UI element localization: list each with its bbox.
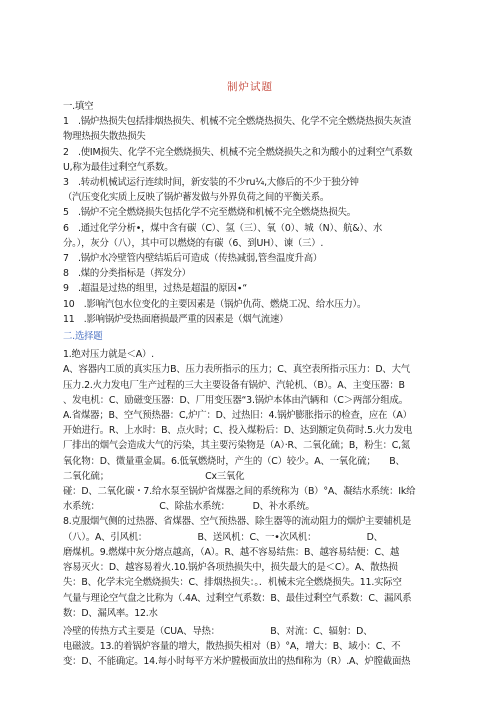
fill-blank-line: 8 .煤的分类指标是（挥发分） (63, 268, 191, 280)
fill-blank-line: 5 .锅炉不完全燃烧损失包括化学不完至燃烧和机械不完全燃烧热损失。 (63, 207, 356, 219)
choice-line: 开始进行。R、上水时：B、点火时；C、投入煤粉后：D、达到额定负荷时.5.火力发电 (63, 425, 413, 437)
choice-line: 数：D、漏风率。12.水 (63, 607, 158, 619)
choice-line: A.省煤器；B、空气预热器：C,炉广：D、过热旧：4.锅炉膨胀指示的检查，应在（A） (63, 410, 412, 422)
choice-line: 压力.2.火力发电厂生产过程的三大主要设备有锅炉、汽轮机、（B）。A、主变压器：B (63, 379, 405, 391)
fill-blank-line: 10 .影响汽包水位变化的主要因素是（锅炉仇荷、燃烧工况、给水压力）。 (63, 298, 367, 310)
fill-blank-line: 6 .通过化学分析•，煤中含有碳（C）、氢（三）、氧（0）、城（N）、航&）、水 (63, 222, 383, 234)
choice-line: 冷壁的传热方式主要是（CUA、导热： B、对流：C、辐射：D、 (63, 625, 373, 637)
fill-blank-line: U,称为最佳过剩空气系数。 (63, 161, 174, 173)
fill-blank-line: 物理热损失散热损失 (63, 131, 146, 143)
choice-line: （八）。A、引风机： B、送风机：C、一•次风机： D、 (63, 531, 383, 543)
section-heading-multiple-choice: 二.选择题 (63, 331, 103, 343)
choice-line: 厂排出的烟气会造成大气的污染，其主要污染物是（A）·R、二氧化硫；B，粉生：C,氮 (63, 440, 411, 452)
fill-blank-line: 2 .使IM损失、化学不完全燃烧损失、机械不完全燃烧损失之和为酸小的过剩空气系数 (63, 146, 413, 158)
document-body (63, 99, 458, 670)
choice-line: 、发电机：C、励磁变压器：D、厂用变压器“3.锅炉本体由汽辆和（C＞两部分组成。 (63, 394, 408, 406)
choice-line: A、容器内工质的真实压力B、压力表所指示的压力；C、真空表所指示压力：D、大气 (63, 364, 410, 376)
choice-line: 8.克服烟气侧的过热器、省煤器、空气预热器、除生器等的流动阻力的烟炉主要辅机是 (63, 516, 412, 528)
choice-line: 电磁波。13.的着锅炉容量的增大，散热损失相对（B）°A，增大：B、域小：C、不 (63, 641, 401, 653)
fill-blank-line: 1 .锅炉热损失包括排烟热损失、机械不完全燃烧热损失、化学不完全燃烧热损失灰渣 (63, 116, 412, 128)
choice-line: 氧化物：D、微量重金属。6.低氧燃烧时，产生的（C）较少。A、一氧化硫； B、 (63, 455, 405, 467)
choice-line: 容易灭火：D、越容易着火.10.锅炉各项热损失中，损失最大的是＜C）。A、散热损 (63, 562, 398, 574)
fill-blank-line: （汽压变化实质上反映了锅炉蓄发做与外界负荷之间的平衡关系。 (63, 192, 330, 204)
choice-line: 磨煤机。9.燃煤中灰分熔点越高，（A）。R、越不容易结焦：B、越容易结便：C、越 (63, 546, 400, 558)
fill-blank-line: 3 .转动机械试运行连续时间，新安装的不少ru¼,大修后的不少于独分钟 (63, 177, 359, 189)
choice-line: 气量与理论空气盘之比称为（.4A、过剩空气系数：B、最佳过剩空气系数：C、漏风系 (63, 592, 412, 604)
choice-line: 水系统： C、除盐水系统： D、补水系统。 (63, 501, 315, 513)
fill-blank-line: 9 .超温是过热的组里，过热是超温的原因∙“ (63, 283, 248, 295)
choice-line: 碰：D、二氧化碳・7.给水泵至锅炉省煤器之间的系统称为（B）°A、凝结水系统：Ik给 (63, 486, 416, 498)
fill-blank-line: 11 .影响锅炉受热面磨损最严重的因素是（烟气流速） (63, 313, 289, 325)
choice-line: 二氧化硫； Cx三氧化 (63, 470, 245, 482)
choice-line: 失：B、化学未完全燃烧损失：C、排烟热损失：。．机械未完全燃烧损失。11.实际空 (63, 577, 402, 589)
document-title: 制炉试题 (227, 81, 273, 93)
fill-blank-line: 7 .锅炉水冷壁管内壁结垢后可造成（传热减弱,管叁温度升高） (63, 253, 323, 265)
section-heading-fill-blank: 一.填空 (63, 101, 94, 112)
choice-line: 变：D、不能确定。14.每小时每平方米炉膛极面放出的热fil称为（R）.A、炉膛截面热 (63, 656, 411, 668)
fill-blank-line: 分。），灰分（八），其中可以燃烧的有碳（6、到UH）、谏（三）. (63, 237, 324, 249)
choice-line: 1.绝对压力就是＜A）. (63, 349, 154, 361)
